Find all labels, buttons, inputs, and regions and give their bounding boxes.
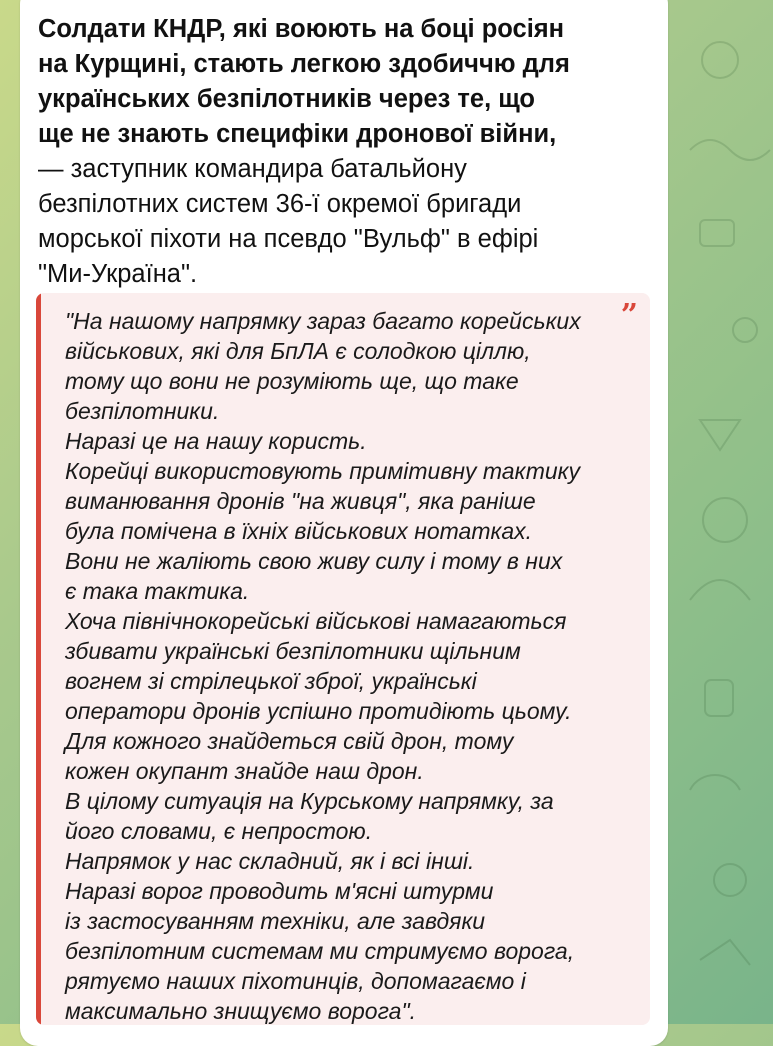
quote-accent-bar bbox=[36, 293, 41, 1025]
quote-line: збивати українські безпілотники щільним bbox=[65, 638, 521, 664]
headline-line: Солдати КНДР, які воюють на боці росіян bbox=[38, 15, 565, 43]
quote-line: Наразі це на нашу користь. bbox=[65, 428, 367, 454]
quote-line: Для кожного знайдеться свій дрон, тому bbox=[65, 728, 514, 754]
headline-normal-text bbox=[38, 152, 638, 292]
headline-bold-text bbox=[38, 12, 638, 152]
quote-line: Наразі ворог проводить м'ясні штурми bbox=[65, 878, 494, 904]
headline-line: українських безпілотників через те, що bbox=[38, 85, 536, 113]
quote-line: безпілотним системам ми стримуємо ворога, bbox=[65, 938, 575, 964]
quote-line: рятуємо наших піхотинців, допомагаємо і bbox=[65, 968, 526, 994]
quote-line: була помічена в їхніх військових нотатках. bbox=[65, 518, 533, 544]
quote-line: виманювання дронів "на живця", яка раніше bbox=[65, 488, 536, 514]
quote-line: оператори дронів успішно протидіють цьому. bbox=[65, 698, 572, 724]
quote-line: тому що вони не розуміють ще, що таке bbox=[65, 368, 519, 394]
message-headline bbox=[38, 12, 638, 292]
quote-line: вогнем зі стрілецької зброї, українські bbox=[65, 668, 477, 694]
quote-line: військових, які для БпЛА є солодкою ціллю, bbox=[65, 338, 531, 364]
quote-line: Вони не жаліють свою живу силу і тому в них bbox=[65, 548, 563, 574]
quote-text bbox=[65, 306, 625, 1025]
blockquote bbox=[36, 293, 650, 1025]
headline-line: ще не знають специфіки дронової війни, bbox=[38, 120, 557, 148]
quote-line: Напрямок у нас складний, як і всі інші. bbox=[65, 848, 475, 874]
headline-line: морської піхоти на псевдо "Вульф" в ефірі bbox=[38, 225, 539, 253]
quote-line: Корейці використовують примітивну тактику bbox=[65, 458, 581, 484]
quote-icon: ” bbox=[620, 298, 638, 333]
quote-line: кожен окупант знайде наш дрон. bbox=[65, 758, 424, 784]
quote-line: є така тактика. bbox=[65, 578, 250, 604]
quote-line: "На нашому напрямку зараз багато корейських bbox=[65, 308, 581, 334]
quote-line: максимально знищуємо ворога". bbox=[65, 998, 417, 1024]
quote-line: Хоча північнокорейські військові намагаються bbox=[65, 608, 567, 634]
headline-line: безпілотних систем 36-ї окремої бригади bbox=[38, 190, 522, 218]
quote-line: його словами, є непростою. bbox=[65, 818, 373, 844]
headline-line: на Курщині, стають легкою здобиччю для bbox=[38, 50, 570, 78]
quote-line: безпілотники. bbox=[65, 398, 220, 424]
quote-line: із застосуванням техніки, але завдяки bbox=[65, 908, 486, 934]
headline-line: "Ми-Україна". bbox=[38, 260, 198, 288]
quote-line: В цілому ситуація на Курському напрямку, за bbox=[65, 788, 554, 814]
headline-line: — заступник командира батальйону bbox=[38, 155, 467, 183]
